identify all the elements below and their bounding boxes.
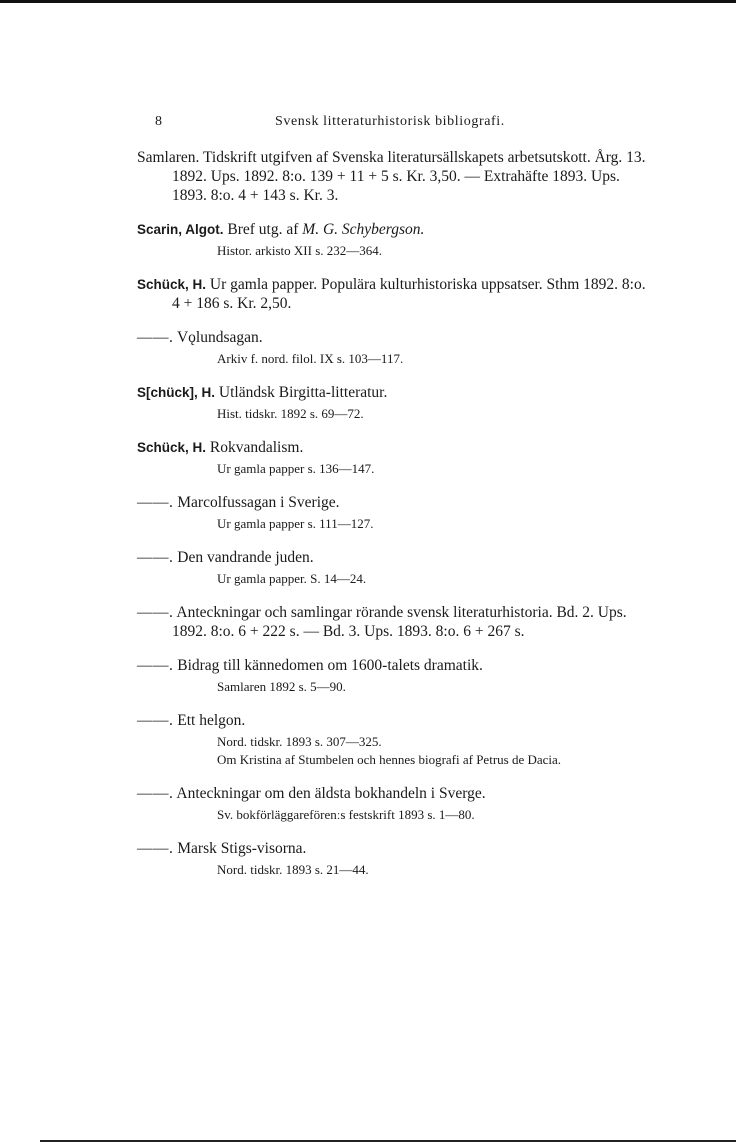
top-border-line: [0, 0, 736, 3]
entry-title: Anteckningar om den äldsta bokhandeln i Sverge.: [176, 785, 486, 802]
entry-note: Om Kristina af Stumbelen och hennes biografi af Petrus de Dacia.: [217, 752, 562, 767]
bibliography-entry: [137, 656, 657, 696]
ditto-dash: ——.: [137, 712, 174, 729]
ditto-dash: ——.: [137, 549, 174, 566]
entry-author: Schück, H.: [137, 277, 207, 292]
bibliography-entry: [137, 383, 657, 423]
entry-main: [137, 493, 657, 512]
bibliography-entry: [137, 148, 657, 205]
bottom-border-line: [40, 1140, 736, 1142]
ditto-dash: ——.: [137, 785, 174, 802]
ditto-dash: ——.: [137, 604, 174, 621]
entry-title: Anteckningar och samlingar rörande svensk literaturhistoria. Bd. 2. Ups. 1892. 8:o. 6 + 222 s. — Bd. 3. Ups. 1893. 8:o. 6 + 267 s.: [172, 604, 627, 640]
bibliography-entry: [137, 438, 657, 478]
entry-source: Hist. tidskr. 1892 s. 69—72.: [217, 406, 364, 421]
entry-title: Rokvandalism.: [209, 439, 304, 456]
entry-main: [137, 603, 657, 641]
bibliography-entry: [137, 328, 657, 368]
entry-source: Ur gamla papper. S. 14—24.: [217, 571, 367, 586]
entry-main: [137, 839, 657, 858]
entry-main: [137, 275, 657, 313]
entry-title: Den vandrande juden.: [177, 549, 314, 566]
entry-main: [137, 328, 657, 347]
entry-source: Nord. tidskr. 1893 s. 21—44.: [217, 862, 369, 877]
entry-title: Marcolfussagan i Sverige.: [177, 494, 340, 511]
entry-main: [137, 784, 657, 803]
bibliography-entry: [137, 784, 657, 824]
entry-main: [137, 438, 657, 457]
entry-title: Bidrag till kännedomen om 1600-talets dramatik.: [177, 657, 483, 674]
entry-main: [137, 656, 657, 675]
entry-source: Ur gamla papper s. 136—147.: [217, 461, 375, 476]
entry-source: Samlaren 1892 s. 5—90.: [217, 679, 346, 694]
entry-title: Vǫlundsagan.: [176, 329, 263, 346]
entry-main: [137, 148, 657, 205]
entry-source: Histor. arkisto XII s. 232—364.: [217, 243, 383, 258]
entry-source: Nord. tidskr. 1893 s. 307—325.: [217, 734, 382, 749]
bibliography-entry: [137, 548, 657, 588]
entry-source: Arkiv f. nord. filol. IX s. 103—117.: [217, 351, 404, 366]
entry-main: [137, 220, 657, 239]
entry-title: Marsk Stigs-visorna.: [177, 840, 307, 857]
entry-title: Bref utg. af: [227, 221, 303, 238]
entry-title-editor: M. G. Schybergson.: [302, 221, 425, 238]
bibliography-entry: [137, 603, 657, 641]
entry-author: Scarin, Algot.: [137, 222, 224, 237]
bibliography-entry: [137, 711, 657, 769]
entry-title: Samlaren. Tidskrift utgifven af Svenska literatursällskapets arbetsutskott. Årg. 13. 1892. Ups. 1892. 8:o. 139 + 11 + 5 s. Kr. 3,50. — Extrahäfte 1893. Ups. 1893. 8:o. 4 + 143 s. Kr. 3.: [137, 149, 646, 204]
entry-author: S[chück], H.: [137, 385, 216, 400]
ditto-dash: ——.: [137, 329, 174, 346]
entry-title: Ur gamla papper. Populära kulturhistoriska uppsatser. Sthm 1892. 8:o. 4 + 186 s. Kr. 2,50.: [172, 276, 646, 312]
bibliography-entry: [137, 493, 657, 533]
bibliography-list: [137, 148, 657, 894]
entry-author: Schück, H.: [137, 440, 207, 455]
entry-source: Ur gamla papper s. 111—127.: [217, 516, 374, 531]
ditto-dash: ——.: [137, 840, 174, 857]
bibliography-entry: [137, 220, 657, 260]
bibliography-entry: [137, 275, 657, 313]
entry-source: Sv. bokförläggareförenːs festskrift 1893 s. 1—80.: [217, 807, 475, 822]
ditto-dash: ——.: [137, 494, 174, 511]
running-title: Svensk litteraturhistorisk bibliografi.: [275, 114, 505, 129]
page-number: 8: [155, 114, 162, 129]
entry-main: [137, 711, 657, 730]
ditto-dash: ——.: [137, 657, 174, 674]
entry-title: Ett helgon.: [177, 712, 246, 729]
entry-title: Utländsk Birgitta-litteratur.: [218, 384, 388, 401]
entry-main: [137, 383, 657, 402]
entry-main: [137, 548, 657, 567]
bibliography-entry: [137, 839, 657, 879]
